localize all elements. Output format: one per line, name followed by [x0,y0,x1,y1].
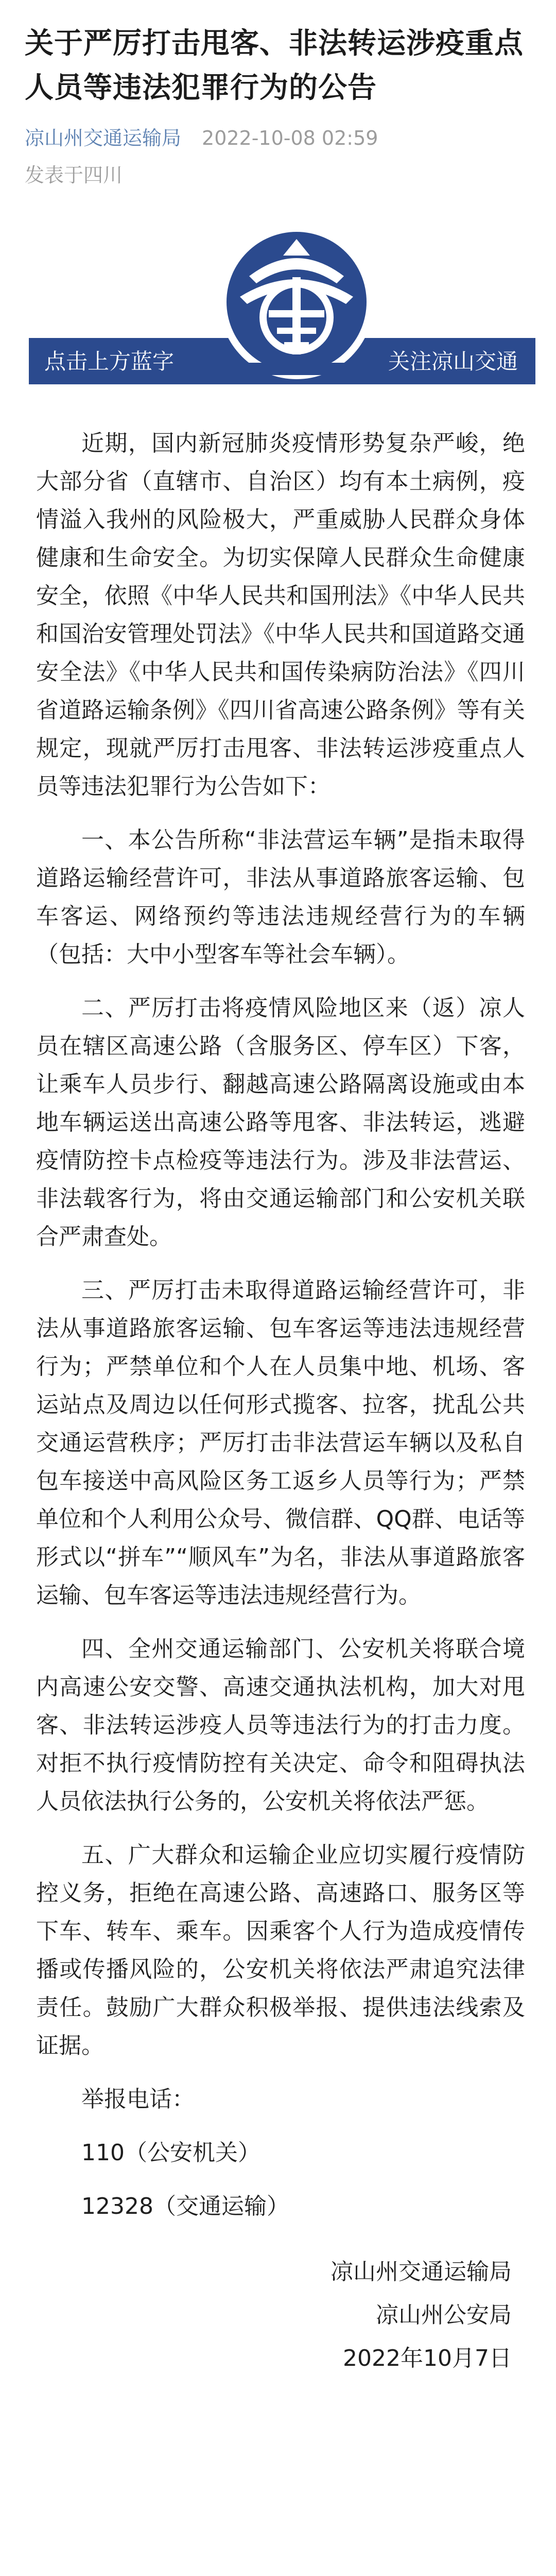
article-meta [25,125,531,151]
item-5-paragraph: 五、广大群众和运输企业应切实履行疫情防控义务，拒绝在高速公路、高速路口、服务区等下车、转车、乘车。因乘客个人行为造成疫情传播或传播风险的，公安机关将依法严肃追究法律责任。鼓励广大群众积极举报、提供违法线索及证据。 [36,1842,525,2059]
item-3-paragraph: 三、严厉打击未取得道路运输经营许可，非法从事道路旅客运输、包车客运等违法违规经营行为；严禁单位和个人在人员集中地、机场、客运站点及周边以任何形式揽客、拉客，扰乱公共交通运营秩序；严厉打击非法营运车辆以及私自包车接送中高风险区务工返乡人员等行为；严禁单位和个人利用公众号、微信群、QQ群、电话等形式以“拼车”“顺风车”为名，非法从事道路旅客运输、包车客运等违法违规经营行为。 [36,1277,525,1608]
publish-location: 发表于四川 [25,164,123,187]
hotline-police: 110（公安机关） [81,2140,260,2166]
follow-banner[interactable] [29,219,535,393]
article-title: 关于严厉打击甩客、非法转运涉疫重点人员等违法犯罪行为的公告 [25,27,524,105]
intro-paragraph: 近期，国内新冠肺炎疫情形势复杂严峻，绝大部分省（直辖市、自治区）均有本土病例，疫情溢入我州的风险极大，严重威胁人民群众身体健康和生命安全。为切实保障人民群众生命健康安全，依照《中华人民共和国刑法》《中华人民共和国治安管理处罚法》《中华人民共和国道路交通安全法》《中华人民共和国传染病防治法》《四川省道路运输条例》《四川省高速公路条例》等有关规定，现就严厉打击甩客、非法转运涉疫重点人员等违法犯罪行为公告如下： [36,430,525,800]
signature-org-2: 凉山州公安局 [376,2302,512,2328]
transport-logo-icon [219,219,374,393]
signature-block [36,2250,525,2380]
item-2-paragraph: 二、严厉打击将疫情风险地区来（返）凉人员在辖区高速公路（含服务区、停车区）下客，让乘车人员步行、翻越高速公路隔离设施或由本地车辆运送出高速公路等甩客、非法转运，逃避疫情防控卡点检疫等违法行为。涉及非法营运、非法载客行为，将由交通运输部门和公安机关联合严肃查处。 [36,995,525,1250]
article-body [25,425,531,2380]
banner-right-text: 关注凉山交通 [388,349,518,374]
item-1-paragraph: 一、本公告所称“非法营运车辆”是指未取得道路运输经营许可，非法从事道路旅客运输、包车客运、网络预约等违法违规经营行为的车辆（包括：大中小型客车等社会车辆）。 [36,827,525,968]
hotline-transport: 12328（交通运输） [81,2193,289,2219]
banner-left-text: 点击上方蓝字 [44,349,175,374]
account-name-link[interactable]: 凉山州交通运输局 [25,127,182,149]
item-4-paragraph: 四、全州交通运输部门、公安机关将联合境内高速公安交警、高速交通执法机构，加大对甩客、非法转运涉疫人员等违法行为的打击力度。对拒不执行疫情防控有关决定、命令和阻碍执法人员依法执行公务的，公安机关将依法严惩。 [36,1636,525,1815]
hotline-title: 举报电话： [81,2086,195,2112]
signature-date: 2022年10月7日 [343,2345,512,2371]
signature-org-1: 凉山州交通运输局 [331,2259,512,2285]
publish-time: 2022-10-08 02:59 [202,127,378,149]
